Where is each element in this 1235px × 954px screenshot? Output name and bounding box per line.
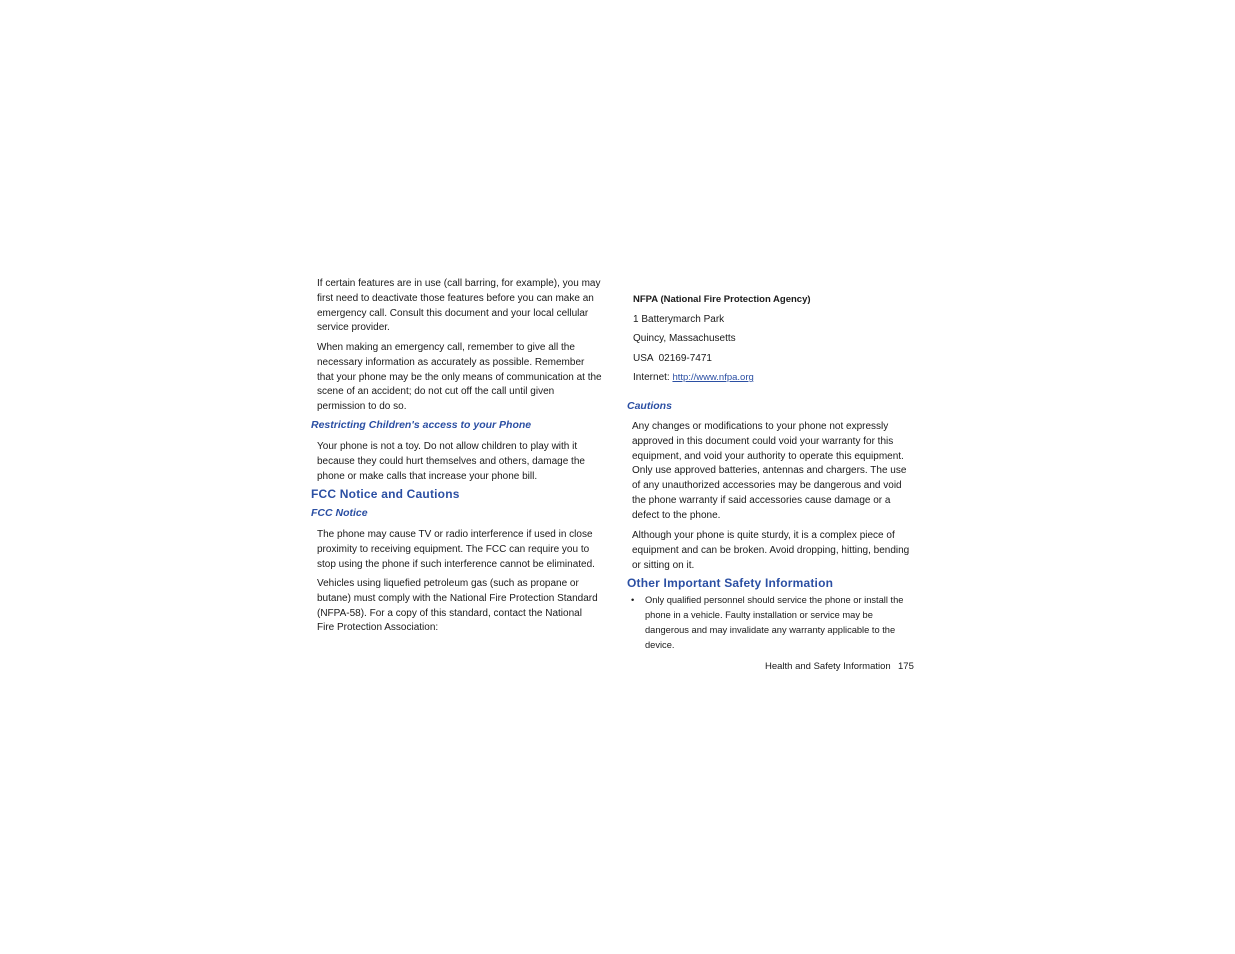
address-line-2: Quincy, Massachusetts xyxy=(633,333,736,344)
cautions-heading: Cautions xyxy=(627,400,672,412)
children-paragraph: Your phone is not a toy. Do not allow children to play with it because they could hurt themselves and others, damage the phone or make calls that increase your phone bill. xyxy=(317,441,585,482)
fcc-interference-paragraph: The phone may cause TV or radio interference if used in close proximity to receiving equipment. The FCC can require you to stop using the phone if such interference cannot be eliminated. xyxy=(317,529,595,570)
list-item xyxy=(631,593,919,653)
sturdy-phone-paragraph: Although your phone is quite sturdy, it is a complex piece of equipment and can be broken. Avoid dropping, hitting, bending or sitting on it. xyxy=(632,530,910,571)
nfpa-title: NFPA (National Fire Protection Agency) xyxy=(633,294,811,305)
footer-section-title: Health and Safety Information xyxy=(765,661,891,672)
address-line-3: USA 02169-7471 xyxy=(633,353,712,364)
fcc-notice-heading: FCC Notice xyxy=(311,507,368,519)
bullet-icon: • xyxy=(631,595,635,605)
emergency-features-paragraph: If certain features are in use (call barring, for example), you may first need to deactivate those features before you can make an emergency call. Consult this document and your local cellular service provider. xyxy=(317,278,601,334)
internet-line xyxy=(633,371,754,385)
other-safety-heading: Other Important Safety Information xyxy=(627,576,834,590)
address-line-1: 1 Batterymarch Park xyxy=(633,314,725,325)
cautions-paragraph: Any changes or modifications to your phone not expressly approved in this document could void your warranty for this equipment, and void your authority to operate this equipment. Only use approved batteries, antennas and chargers. The use of any unauthorized accessories may be dangerous and void the phone warranty if said accessories cause damage or a defect to the phone. xyxy=(632,421,907,521)
page-number: 175 xyxy=(898,661,914,672)
internet-label: Internet: xyxy=(633,372,673,383)
nfpa-website-link[interactable]: http://www.nfpa.org xyxy=(672,372,754,383)
restricting-children-heading: Restricting Children's access to your Phone xyxy=(311,419,532,431)
fcc-notice-and-cautions-heading: FCC Notice and Cautions xyxy=(311,487,460,501)
bullet-text: Only qualified personnel should service the phone or install the phone in a vehicle. Faulty installation or service may be dangerous and may invalidate any warranty applicable to the device. xyxy=(645,595,904,650)
lpg-vehicles-paragraph: Vehicles using liquefied petroleum gas (such as propane or butane) must comply with the National Fire Protection Standard (NFPA-58). For a copy of this standard, contact the National Fire Protection Association: xyxy=(317,578,598,634)
emergency-call-paragraph: When making an emergency call, remember to give all the necessary information as accurately as possible. Remember that your phone may be the only means of communication at the scene of an accident; do not cut off the call until given permission to do so. xyxy=(317,342,602,413)
